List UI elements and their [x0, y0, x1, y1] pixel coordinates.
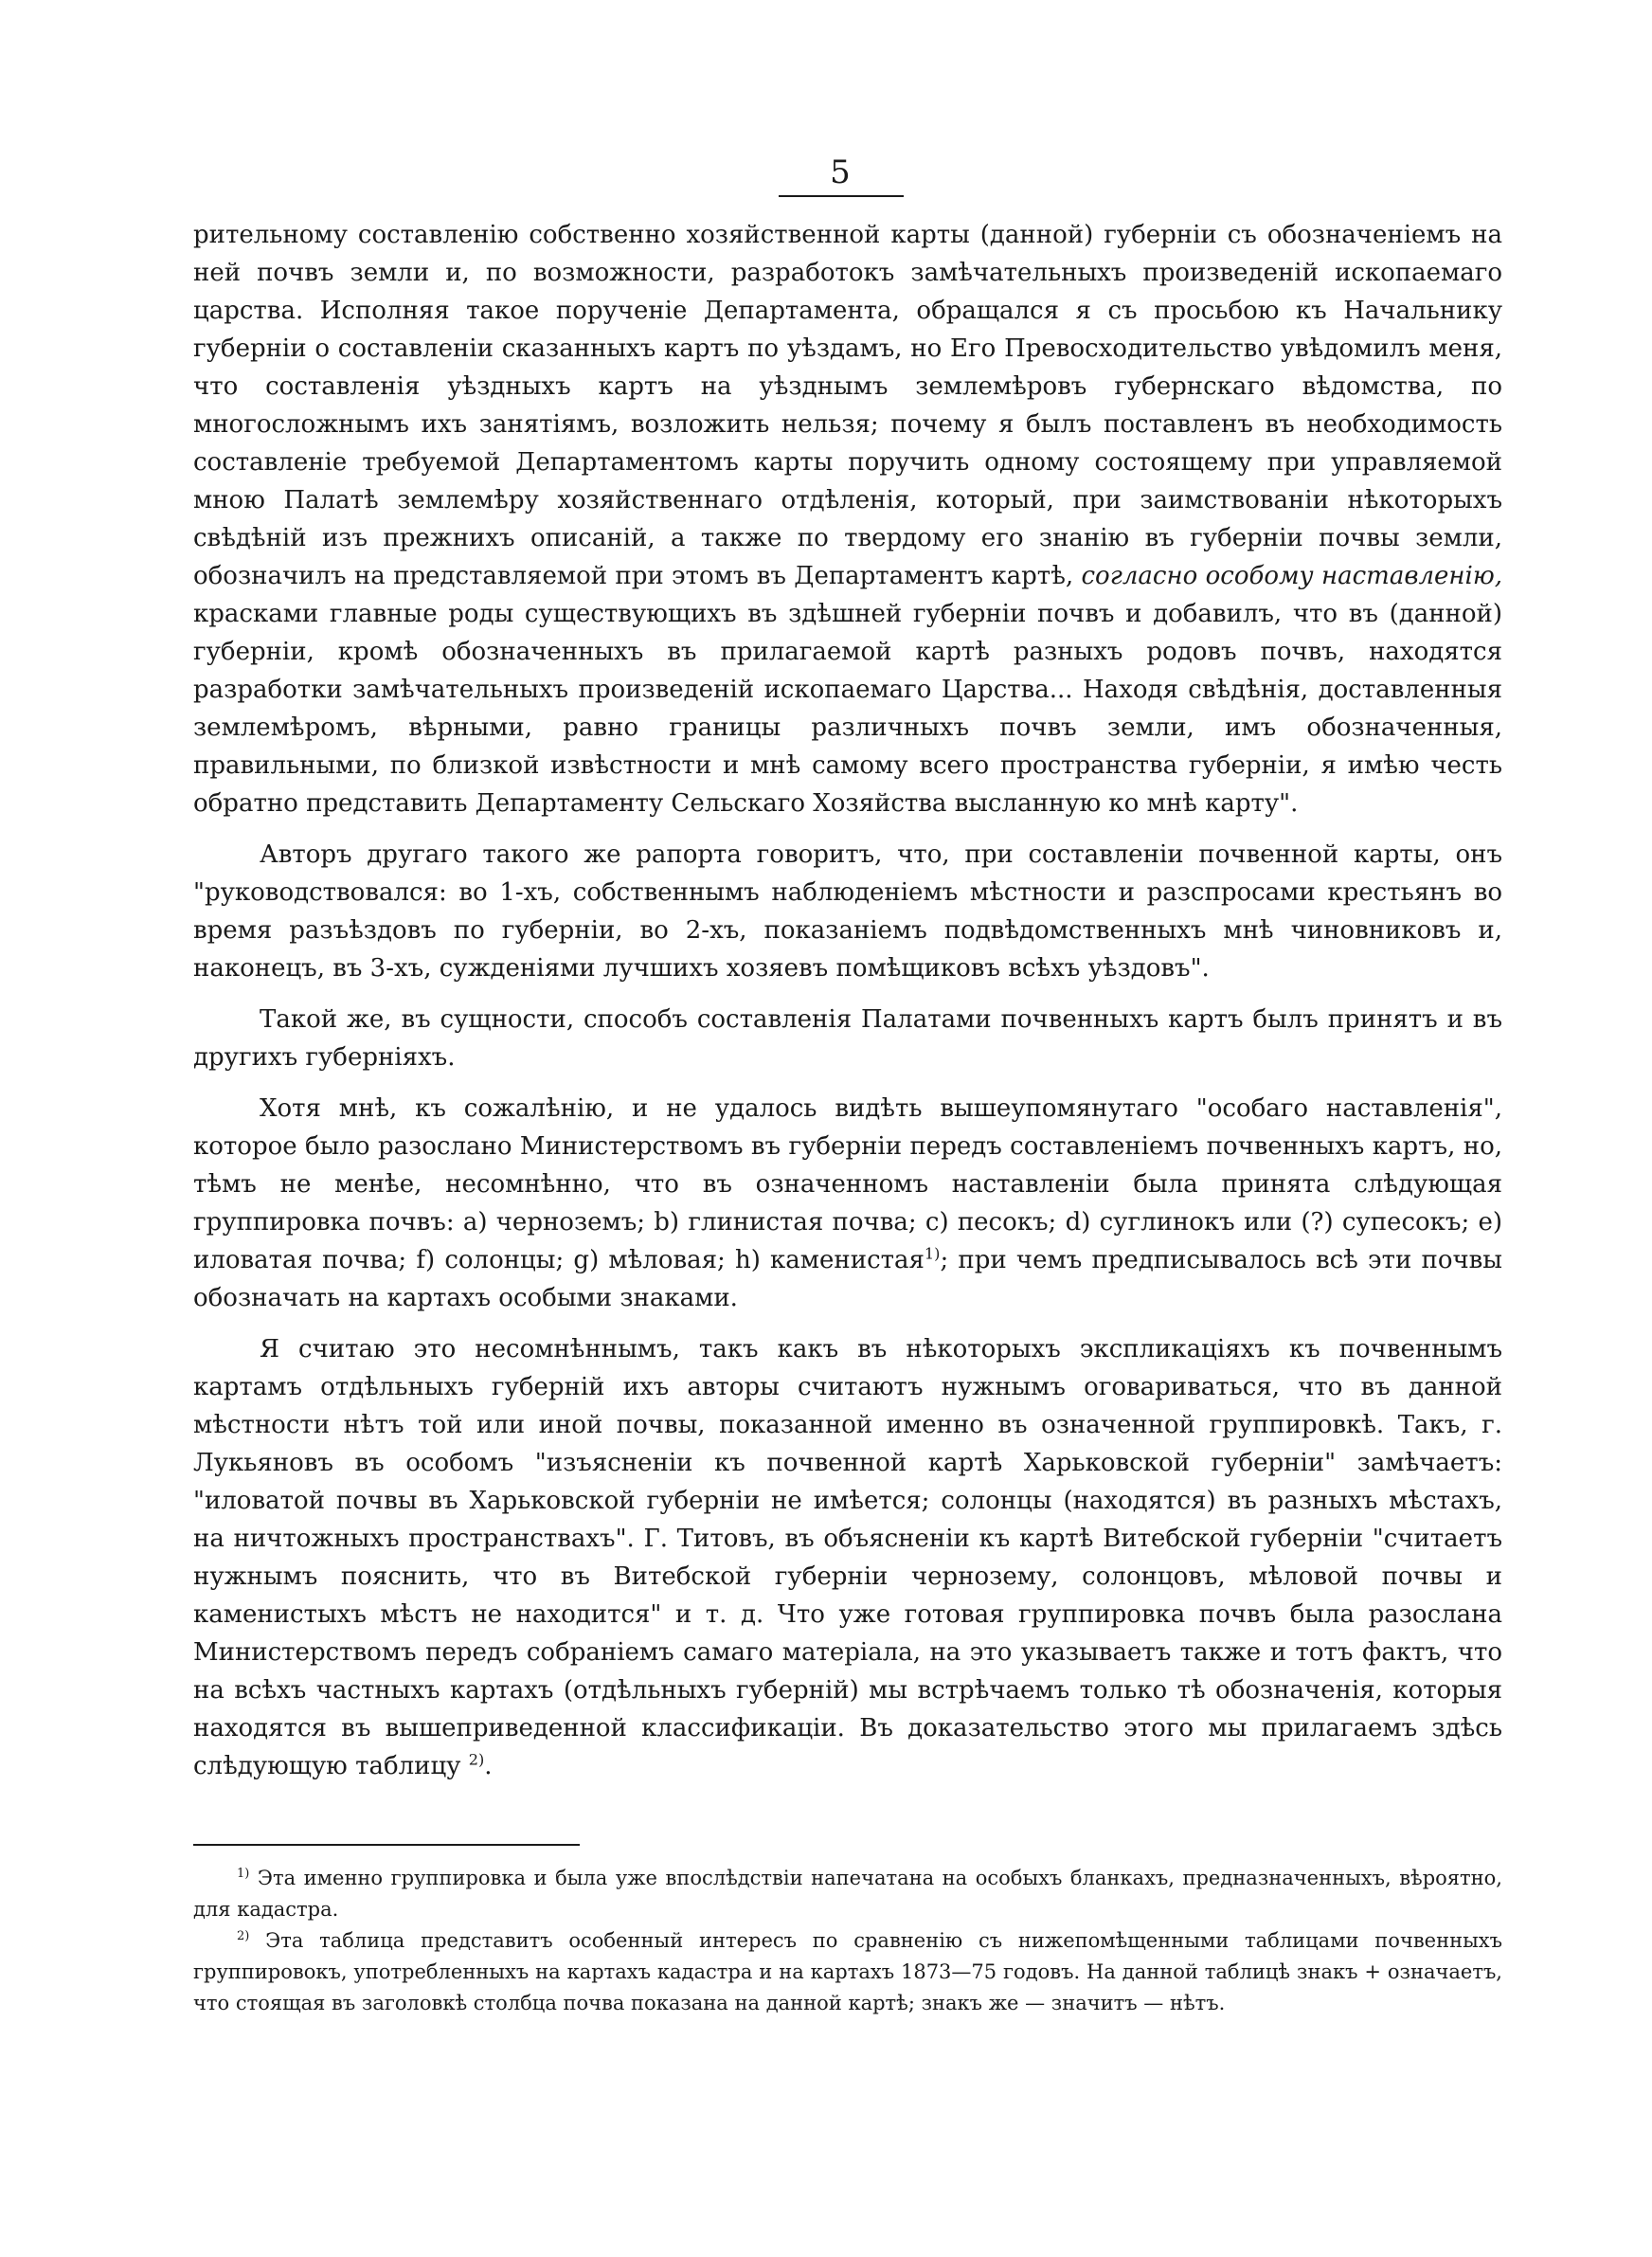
page-number: 5 — [830, 153, 851, 191]
paragraph-4-text: Хотя мнѣ, къ сожалѣнію, и не удалось видѣть вышеупомянутаго "особаго наставленія", которое было разослано Министерствомъ въ губерніи передъ составленіемъ почвенныхъ картъ, но, тѣмъ не менѣе, несомнѣнно, что въ означенномъ наставленіи была принята слѣдующая группировка почвъ: a) черноземъ; b) глинистая почва; c) песокъ; d) суглинокъ или (?) супесокъ; e) иловатая почва; f) солонцы; g) мѣловая; h) каменистая — [193, 1094, 1502, 1274]
footnote-2-mark: 2) — [237, 1929, 250, 1943]
paragraph-1 — [193, 216, 1502, 822]
paragraph-1-text: рительному составленію собственно хозяйственной карты (данной) губерніи съ обозначеніемъ на ней почвъ земли и, по возможности, разработокъ замѣчательныхъ произведеній ископаемаго царства. Исполняя такое порученіе Департамента, обращался я съ просьбою къ Начальнику губерніи о составленіи сказанныхъ картъ по уѣздамъ, но Его Превосходительство увѣдомилъ меня, что составленія уѣздныхъ картъ на уѣзднымъ землемѣровъ губернскаго вѣдомства, по многосложнымъ ихъ занятіямъ, возложить нельзя; почему я былъ поставленъ въ необходимость составленіе требуемой Департаментомъ карты поручить одному состоящему при управляемой мною Палатѣ землемѣру хозяйственнаго отдѣленія, который, при заимствованіи нѣкоторыхъ свѣдѣній изъ прежнихъ описаній, а также по твердому его знанію въ губерніи почвы земли, обозначилъ на представляемой при этомъ въ Департаментъ картѣ, — [193, 221, 1502, 590]
footnote-2-text: Эта таблица представитъ особенный интересъ по сравненію съ нижепомѣщенными таблицами почвенныхъ группировокъ, употребленныхъ на картахъ кадастра и на картахъ 1873—75 годовъ. На данной таблицѣ знакъ + означаетъ, что стоящая въ заголовкѣ столбца почва показана на данной картѣ; знакъ же — значитъ — нѣтъ. — [193, 1929, 1502, 2014]
paragraph-4 — [193, 1090, 1502, 1317]
footnote-1-text: Эта именно группировка и была уже впослѣдствіи напечатана на особыхъ бланкахъ, предназначенныхъ, вѣроятно, для кадастра. — [193, 1867, 1502, 1921]
header-rule — [779, 195, 904, 197]
paragraph-5-tail: . — [484, 1752, 493, 1780]
paragraph-1-italic: согласно особому наставленію, — [1081, 562, 1503, 590]
paragraph-4-tail: ; при чемъ предписывалось всѣ эти почвы обозначать на картахъ особыми знаками. — [193, 1246, 1502, 1312]
footnotes — [193, 1863, 1502, 2019]
paragraph-1-tail: красками главные роды существующихъ въ здѣшней губерніи почвъ и добавилъ, что въ (данной) губерніи, кромѣ обозначенныхъ въ прилагаемой картѣ разныхъ родовъ почвъ, находятся разработки замѣчательныхъ произведеній ископаемаго Царства... Находя свѣдѣнія, доставленныя землемѣромъ, вѣрными, равно границы различныхъ почвъ земли, имъ обозначенныя, правильными, по близкой извѣстности и мнѣ самому всего пространства губерніи, я имѣю честь обратно представить Департаменту Сельскаго Хозяйства высланную ко мнѣ карту". — [193, 600, 1502, 818]
footnote-2 — [193, 1925, 1502, 2019]
footnote-ref-2: 2) — [468, 1750, 485, 1769]
paragraph-5-text: Я считаю это несомнѣннымъ, такъ какъ въ нѣкоторыхъ экспликаціяхъ къ почвеннымъ картамъ отдѣльныхъ губерній ихъ авторы считаютъ нужнымъ оговариваться, что въ данной мѣстности нѣтъ той или иной почвы, показанной именно въ означенной группировкѣ. Такъ, г. Лукьяновъ въ особомъ "изъясненіи къ почвенной картѣ Харьковской губерніи" замѣчаетъ: "иловатой почвы въ Харьковской губерніи не имѣется; солонцы (находятся) въ разныхъ мѣстахъ, на ничтожныхъ пространствахъ". Г. Титовъ, въ объясненіи къ картѣ Витебской губерніи "считаетъ нужнымъ пояснить, что въ Витебской губерніи чернозему, солонцовъ, мѣловой почвы и каменистыхъ мѣстъ не находится" и т. д. Что уже готовая группировка почвъ была разослана Министерствомъ передъ собраніемъ самаго матеріала, на это указываетъ также и тотъ фактъ, что на всѣхъ частныхъ картахъ (отдѣльныхъ губерній) мы встрѣчаемъ только тѣ обозначенія, которыя находятся въ вышеприведенной классификаціи. Въ доказательство этого мы прилагаемъ здѣсь слѣдующую таблицу — [193, 1335, 1502, 1780]
footnote-1-mark: 1) — [237, 1867, 250, 1881]
footnote-1 — [193, 1863, 1502, 1925]
body-text — [193, 216, 1502, 1798]
footnote-ref-1: 1) — [924, 1244, 941, 1263]
footnote-rule — [193, 1844, 580, 1846]
paragraph-5 — [193, 1330, 1502, 1785]
paragraph-3: Такой же, въ сущности, способъ составленія Палатами почвенныхъ картъ былъ принятъ и въ другихъ губерніяхъ. — [193, 1005, 1502, 1072]
paragraph-2: Авторъ другаго такого же рапорта говоритъ, что, при составленіи почвенной карты, онъ "руководствовался: во 1-хъ, собственнымъ наблюденіемъ мѣстности и разспросами крестьянъ во время разъѣздовъ по губерніи, во 2-хъ, показаніемъ подвѣдомственныхъ мнѣ чиновниковъ и, наконецъ, въ 3-хъ, сужденіями лучшихъ хозяевъ помѣщиковъ всѣхъ уѣздовъ". — [193, 840, 1502, 983]
